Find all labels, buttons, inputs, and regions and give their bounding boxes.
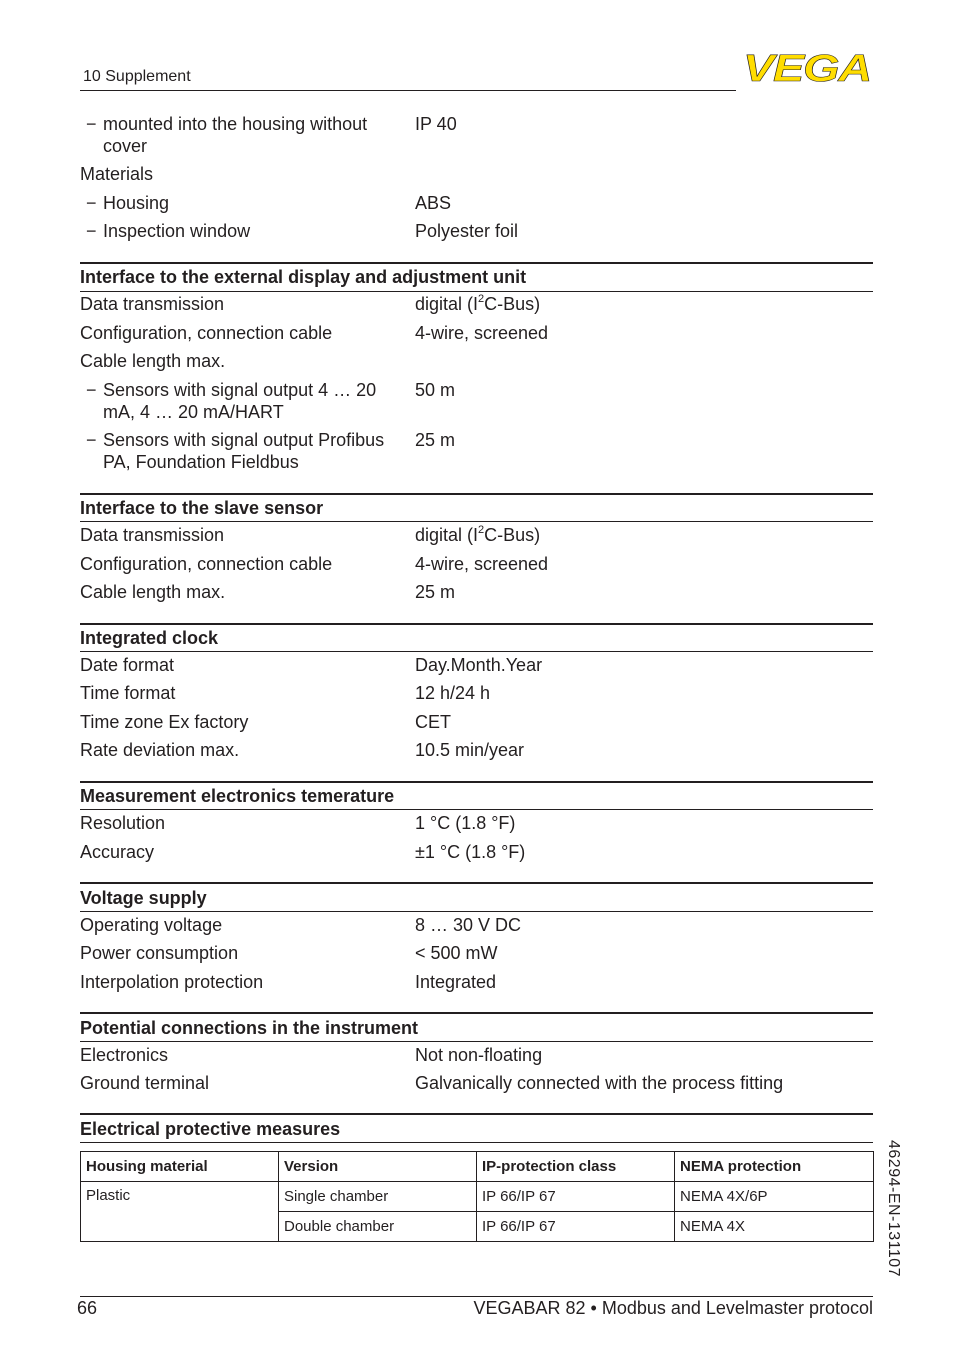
- section-rule: [80, 623, 873, 625]
- section-rule: [80, 1113, 873, 1115]
- spec-label: Rate deviation max.: [80, 740, 240, 760]
- spec-label: Configuration, connection cable: [80, 554, 333, 574]
- spec-value: Polyester foil: [415, 221, 519, 241]
- table-cell: NEMA 4X: [675, 1212, 874, 1242]
- spec-value: 1 °C (1.8 °F): [415, 813, 516, 833]
- spec-label: Power consumption: [80, 943, 239, 963]
- table-header: IP-protection class: [477, 1152, 675, 1182]
- spec-label: Accuracy: [80, 842, 155, 862]
- spec-label: Ground terminal: [80, 1073, 210, 1093]
- logo-text: VEGA: [743, 50, 871, 84]
- spec-label: Electronics: [80, 1045, 169, 1065]
- table-cell: IP 66/IP 67: [477, 1182, 675, 1212]
- section-rule: [80, 911, 873, 912]
- footer-title: VEGABAR 82 • Modbus and Levelmaster protocol: [473, 1298, 873, 1318]
- section-rule: [80, 1012, 873, 1014]
- section-rule: [80, 882, 873, 884]
- spec-value: 4-wire, screened: [415, 323, 549, 343]
- spec-value: < 500 mW: [415, 943, 498, 963]
- spec-value: 50 m: [415, 380, 456, 400]
- section-title: Interface to the slave sensor: [80, 498, 324, 518]
- table-cell: NEMA 4X/6P: [675, 1182, 874, 1212]
- spec-label: − Sensors with signal output 4 … 20 mA, 4 … 20 mA/HART: [86, 379, 393, 423]
- section-rule: [80, 262, 873, 264]
- spec-value: CET: [415, 712, 451, 732]
- spec-label: Cable length max.: [80, 351, 226, 371]
- section-rule: [80, 291, 873, 292]
- section-title: Electrical protective measures: [80, 1119, 341, 1139]
- table-header: Housing material: [81, 1152, 279, 1182]
- header-rule: [80, 90, 736, 91]
- footer-rule: [80, 1296, 873, 1297]
- protection-table: [80, 1151, 874, 1242]
- section-rule: [80, 781, 873, 783]
- section-rule: [80, 521, 873, 522]
- section-title: Measurement electronics temerature: [80, 786, 395, 806]
- spec-label: Materials: [80, 164, 154, 184]
- spec-label: − Housing: [86, 192, 413, 214]
- spec-label: Operating voltage: [80, 915, 223, 935]
- table-cell: Single chamber: [279, 1182, 477, 1212]
- vega-logo: [742, 50, 872, 84]
- spec-label: Cable length max.: [80, 582, 226, 602]
- section-rule: [80, 1142, 873, 1143]
- spec-value: IP 40: [415, 114, 457, 134]
- spec-value: Galvanically connected with the process fitting: [415, 1073, 784, 1093]
- spec-label: Time zone Ex factory: [80, 712, 249, 732]
- section-rule: [80, 1041, 873, 1042]
- spec-label: − Inspection window: [86, 220, 413, 242]
- section-title: Integrated clock: [80, 628, 219, 648]
- table-cell: IP 66/IP 67: [477, 1212, 675, 1242]
- spec-label: Interpolation protection: [80, 972, 264, 992]
- spec-value: ±1 °C (1.8 °F): [415, 842, 526, 862]
- section-rule: [80, 809, 873, 810]
- table-header: NEMA protection: [675, 1152, 874, 1182]
- spec-value: Day.Month.Year: [415, 655, 543, 675]
- spec-label: − Sensors with signal output Profibus PA, Foundation Fieldbus: [86, 429, 393, 473]
- section-title: Interface to the external display and adjustment unit: [80, 267, 527, 287]
- section-title: Potential connections in the instrument: [80, 1018, 419, 1038]
- spec-value: 25 m: [415, 582, 456, 602]
- spec-value: Integrated: [415, 972, 497, 992]
- document-id: 46294-EN-131107: [885, 1140, 902, 1278]
- spec-label: Configuration, connection cable: [80, 323, 333, 343]
- spec-label: Time format: [80, 683, 176, 703]
- superscript: 2: [478, 524, 485, 536]
- section-rule: [80, 651, 873, 652]
- spec-value: 4-wire, screened: [415, 554, 549, 574]
- spec-value: digital $(I^2C-Bus)$: [415, 524, 541, 545]
- spec-value: ABS: [415, 193, 452, 213]
- spec-label: Date format: [80, 655, 175, 675]
- spec-value: digital $(I^2C-Bus)$: [415, 293, 541, 314]
- spec-label: Resolution: [80, 813, 166, 833]
- section-title: Voltage supply: [80, 888, 207, 908]
- table-header-row: [81, 1152, 874, 1182]
- spec-value: Not non-floating: [415, 1045, 543, 1065]
- table-row: [81, 1182, 874, 1212]
- page-number: 66: [77, 1298, 98, 1318]
- running-header: 10 Supplement: [83, 68, 191, 85]
- table-header: Version: [279, 1152, 477, 1182]
- spec-label: Data transmission: [80, 294, 225, 314]
- spec-value: 8 … 30 V DC: [415, 915, 522, 935]
- superscript: 2: [478, 293, 485, 305]
- spec-value: 10.5 min/year: [415, 740, 525, 760]
- section-rule: [80, 493, 873, 495]
- spec-label: Data transmission: [80, 525, 225, 545]
- table-cell: Double chamber: [279, 1212, 477, 1242]
- table-cell: Plastic: [81, 1182, 279, 1242]
- spec-label: − mounted into the housing without cover: [86, 113, 413, 157]
- spec-value: 12 h/24 h: [415, 683, 491, 703]
- spec-value: 25 m: [415, 430, 456, 450]
